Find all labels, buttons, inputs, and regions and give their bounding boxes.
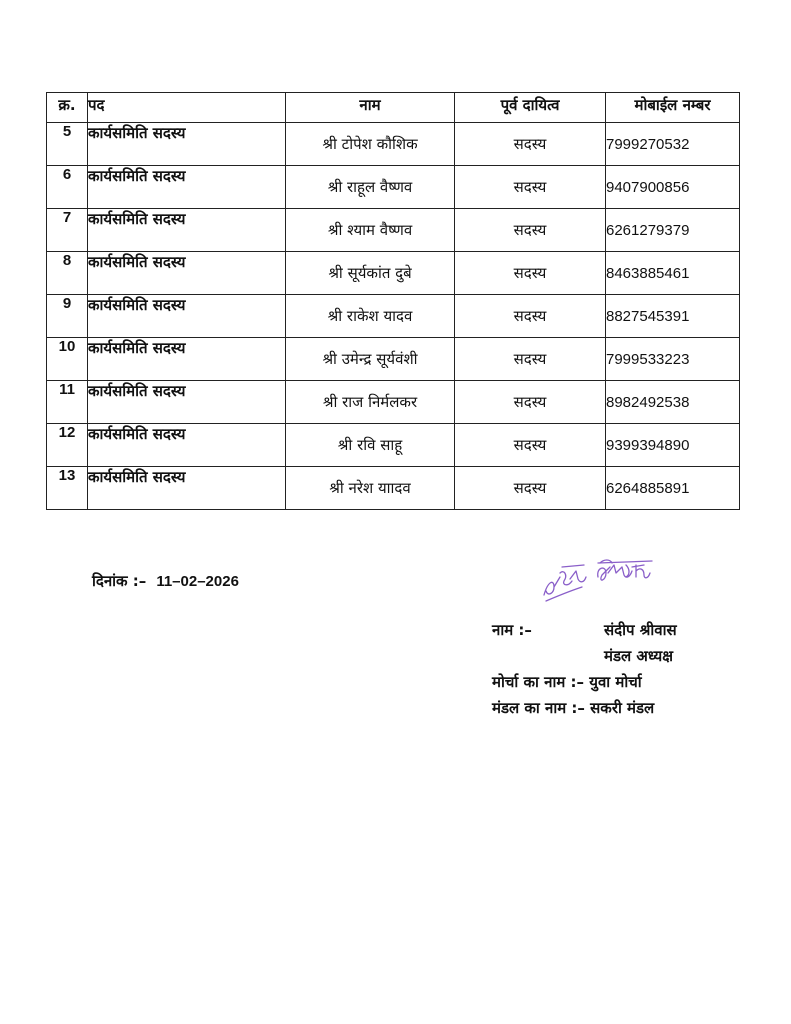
header-mobile: मोबाईल नम्बर <box>606 93 740 123</box>
morcha-value: युवा मोर्चा <box>589 673 642 691</box>
cell-name: श्री श्याम वैष्णव <box>286 209 455 252</box>
morcha-line <box>492 672 642 692</box>
cell-name: श्री उमेन्द्र सूर्यवंशी <box>286 338 455 381</box>
table-row <box>47 295 740 338</box>
cell-name: श्री रवि साहू <box>286 424 455 467</box>
cell-mobile: 9407900856 <box>606 166 740 209</box>
signatory-name: संदीप श्रीवास <box>604 621 677 639</box>
header-post: पद <box>88 93 286 123</box>
cell-post: कार्यसमिति सदस्य <box>88 338 286 381</box>
cell-post: कार्यसमिति सदस्य <box>88 252 286 295</box>
cell-previous-role: सदस्य <box>455 381 606 424</box>
cell-post: कार्यसमिति सदस्य <box>88 381 286 424</box>
cell-name: श्री टोपेश कौशिक <box>286 123 455 166</box>
cell-previous-role: सदस्य <box>455 166 606 209</box>
cell-previous-role: सदस्य <box>455 209 606 252</box>
table-row <box>47 252 740 295</box>
cell-mobile: 8982492538 <box>606 381 740 424</box>
mandal-value: सकरी मंडल <box>590 699 655 717</box>
cell-mobile: 6264885891 <box>606 467 740 510</box>
cell-name: श्री राज निर्मलकर <box>286 381 455 424</box>
cell-mobile: 7999533223 <box>606 338 740 381</box>
cell-mobile: 7999270532 <box>606 123 740 166</box>
cell-post: कार्यसमिति सदस्य <box>88 424 286 467</box>
handwritten-signature <box>540 551 670 611</box>
cell-name: श्री राकेश यादव <box>286 295 455 338</box>
cell-previous-role: सदस्य <box>455 467 606 510</box>
cell-post: कार्यसमिति सदस्य <box>88 295 286 338</box>
table-row <box>47 338 740 381</box>
header-name: नाम <box>286 93 455 123</box>
cell-serial: 12 <box>47 424 88 467</box>
signatory-designation: मंडल अध्यक्ष <box>604 647 673 665</box>
cell-post: कार्यसमिति सदस्य <box>88 123 286 166</box>
cell-mobile: 9399394890 <box>606 424 740 467</box>
mandal-line <box>492 698 654 718</box>
header-serial: क्र. <box>47 93 88 123</box>
cell-mobile: 6261279379 <box>606 209 740 252</box>
table-row <box>47 424 740 467</box>
cell-serial: 5 <box>47 123 88 166</box>
date-value: 11–02–2026 <box>156 573 239 590</box>
header-previous-role: पूर्व दायित्व <box>455 93 606 123</box>
cell-serial: 7 <box>47 209 88 252</box>
cell-name: श्री सूर्यकांत दुबे <box>286 252 455 295</box>
table-row <box>47 467 740 510</box>
table-row <box>47 166 740 209</box>
morcha-label: मोर्चा का नाम :– <box>492 673 585 691</box>
cell-serial: 10 <box>47 338 88 381</box>
name-label: नाम :– <box>492 621 532 639</box>
mandal-label: मंडल का नाम :– <box>492 699 585 717</box>
cell-serial: 13 <box>47 467 88 510</box>
table-row <box>47 381 740 424</box>
members-table <box>46 92 740 510</box>
cell-name: श्री नरेश याादव <box>286 467 455 510</box>
cell-previous-role: सदस्य <box>455 338 606 381</box>
cell-serial: 9 <box>47 295 88 338</box>
table-row <box>47 123 740 166</box>
cell-previous-role: सदस्य <box>455 424 606 467</box>
cell-previous-role: सदस्य <box>455 252 606 295</box>
date-label: दिनांक :– <box>92 572 147 590</box>
table-header-row <box>47 93 740 123</box>
cell-mobile: 8463885461 <box>606 252 740 295</box>
cell-post: कार्यसमिति सदस्य <box>88 166 286 209</box>
cell-mobile: 8827545391 <box>606 295 740 338</box>
cell-serial: 8 <box>47 252 88 295</box>
date-line <box>92 571 239 591</box>
cell-previous-role: सदस्य <box>455 123 606 166</box>
cell-post: कार्यसमिति सदस्य <box>88 209 286 252</box>
table-row <box>47 209 740 252</box>
cell-name: श्री राहूल वैष्णव <box>286 166 455 209</box>
cell-serial: 6 <box>47 166 88 209</box>
cell-serial: 11 <box>47 381 88 424</box>
cell-previous-role: सदस्य <box>455 295 606 338</box>
cell-post: कार्यसमिति सदस्य <box>88 467 286 510</box>
